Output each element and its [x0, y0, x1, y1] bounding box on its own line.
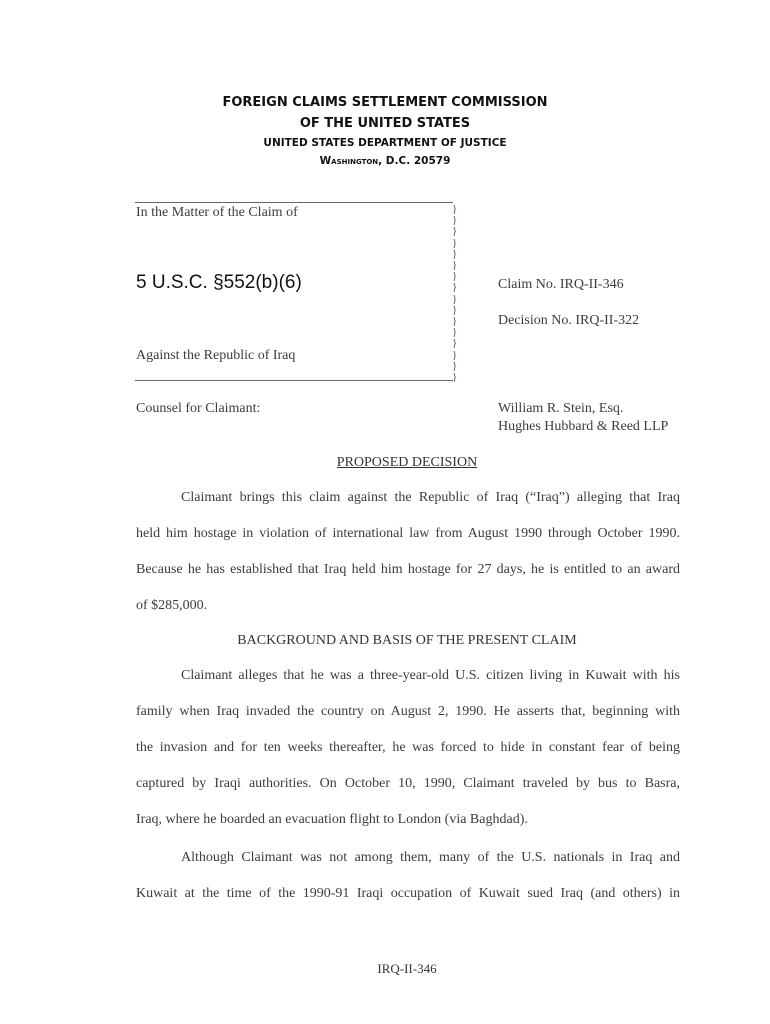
paragraph-intro — [136, 487, 680, 631]
caption-brackets: } } } } } } } } } } } } } } } } — [452, 203, 458, 384]
counsel-label: Counsel for Claimant: — [136, 401, 261, 416]
text-line: family when Iraq invaded the country on August 2, 1990. He asserts that, beginning with — [136, 704, 680, 719]
paragraph-background — [136, 665, 680, 845]
decision-number: Decision No. IRQ-II-322 — [498, 313, 640, 328]
counsel-firm: Hughes Hubbard & Reed LLP — [498, 419, 669, 434]
caption-matter: In the Matter of the Claim of — [136, 205, 298, 220]
text-line: held him hostage in violation of international law from August 1990 through October 1990. — [136, 526, 680, 541]
text-line: the invasion and for ten weeks thereafter, he was forced to hide in constant fear of being — [136, 740, 680, 755]
department-address: Washington, D.C. 20579 — [319, 155, 451, 167]
page-footer: IRQ-II-346 — [377, 961, 437, 976]
redacted-claimant-name: 5 U.S.C. §552(b)(6) — [136, 272, 302, 293]
commission-name: FOREIGN CLAIMS SETTLEMENT COMMISSION — [222, 95, 548, 110]
text-line: Although Claimant was not among them, many of the U.S. nationals in Iraq and — [181, 850, 680, 865]
counsel-name: William R. Stein, Esq. — [498, 401, 624, 416]
claim-number: Claim No. IRQ-II-346 — [498, 277, 624, 292]
commission-country: OF THE UNITED STATES — [299, 116, 471, 131]
text-line: Kuwait at the time of the 1990-91 Iraqi occupation of Kuwait sued Iraq (and others) in — [136, 886, 680, 901]
text-line: Claimant alleges that he was a three-year-old U.S. citizen living in Kuwait with his — [181, 668, 680, 683]
section-heading: BACKGROUND AND BASIS OF THE PRESENT CLAIM — [237, 633, 577, 648]
text-line: Iraq, where he boarded an evacuation flight to London (via Baghdad). — [136, 812, 528, 827]
text-line: of $285,000. — [136, 598, 208, 613]
department-name: UNITED STATES DEPARTMENT OF JUSTICE — [263, 137, 507, 149]
caption-against: Against the Republic of Iraq — [136, 348, 296, 363]
decision-title: PROPOSED DECISION — [336, 455, 478, 470]
text-line: Because he has established that Iraq held him hostage for 27 days, he is entitled to an award — [136, 562, 680, 577]
caption-top-rule — [135, 202, 453, 203]
text-line: captured by Iraqi authorities. On October 10, 1990, Claimant traveled by bus to Basra, — [136, 776, 680, 791]
paragraph-lawsuits — [136, 847, 680, 919]
caption-bottom-rule — [135, 380, 453, 381]
text-line: Claimant brings this claim against the Republic of Iraq (“Iraq”) alleging that Iraq — [181, 490, 680, 505]
